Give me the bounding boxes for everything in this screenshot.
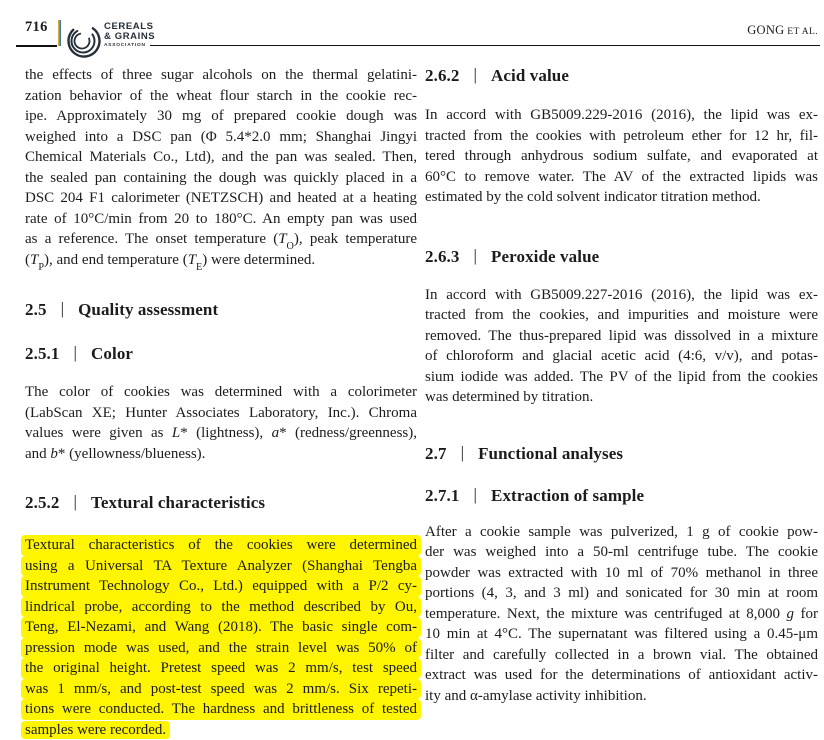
section-title: Extraction of sample — [491, 486, 644, 505]
running-head — [747, 23, 818, 38]
page-number: 716 — [25, 19, 48, 36]
heading-separator: | — [474, 65, 478, 84]
cereals-grains-logo — [62, 18, 162, 62]
page-header — [0, 0, 824, 60]
section-title: Peroxide value — [491, 247, 599, 266]
extraction-paragraph — [425, 522, 818, 707]
text-line: Instrument Technology Co., Ltd.) equipped with a P/2 cy- — [21, 576, 421, 597]
text-line: using a Universal TA Texture Analyzer (Shanghai Tengba — [21, 556, 421, 577]
text-line: pression mode was used, and the strain level was 50% of — [21, 638, 421, 659]
section-heading-acid-value — [425, 65, 818, 87]
section-number: 2.6.3 — [425, 247, 460, 266]
section-title: Color — [91, 344, 133, 363]
text-line: Chemical Materials Co., Ltd), and the pan was sealed. Then, — [25, 147, 417, 168]
text-line: extract was used for the determinations of antioxidant activ- — [425, 665, 818, 686]
color-paragraph — [25, 382, 417, 464]
text-line: Textural characteristics of the cookies were determined — [21, 535, 421, 556]
section-title: Textural characteristics — [91, 493, 265, 512]
text-line: values were given as L* (lightness), a* (redness/greenness), — [25, 423, 417, 444]
heading-separator: | — [474, 485, 478, 504]
section-title: Functional analyses — [478, 444, 623, 463]
section-title: Acid value — [491, 66, 569, 85]
heading-separator: | — [474, 246, 478, 265]
text-line: The color of cookies was determined with a colorimeter — [25, 382, 417, 403]
text-line: tered through anhydrous sodium sulfate, and evaporated at — [425, 146, 818, 167]
text-line: In accord with GB5009.229-2016 (2016), the lipid was ex- — [425, 105, 818, 126]
running-head-author: GONG — [747, 23, 784, 37]
text-line: as a reference. The onset temperature $(T_O)$, peak temperature — [25, 229, 417, 250]
text-line: powder was extracted with 10 ml of 70% methanol in three — [425, 563, 818, 584]
text-line: the original height. Pretest speed was 2 mm/s, test speed — [21, 658, 421, 679]
text-line: rate of 10°C/min from 20 to 180°C. An empty pan was used — [25, 209, 417, 230]
text-line: zation behavior of the wheat flour starch in the cookie rec- — [25, 86, 417, 107]
text-line: tions were conducted. The hardness and brittleness of tested — [21, 699, 421, 720]
section-heading-extraction-of-sample — [425, 485, 818, 507]
text-line: of chloroform and glacial acetic acid (4:6, v/v), and potas- — [425, 346, 818, 367]
text-line: ipe. Approximately 30 mg of prepared cookie dough was — [25, 106, 417, 127]
header-divider-bar — [58, 20, 61, 46]
heading-separator: | — [461, 443, 465, 462]
text-line: was determined by titration. — [425, 387, 818, 408]
section-heading-quality-assessment — [25, 299, 417, 321]
text-line: $(T_P)$, and end temperature $(T_E)$ were determined. — [25, 250, 417, 271]
text-line: (LabScan XE; Hunter Associates Laboratory, Inc.). Chroma — [25, 403, 417, 424]
peroxide-value-paragraph — [425, 285, 818, 408]
section-number: 2.6.2 — [425, 66, 460, 85]
section-heading-peroxide-value — [425, 246, 818, 268]
text-line: removed. The thus-prepared lipid was dissolved in a mixture — [425, 326, 818, 347]
text-line: weighed into a DSC pan (Φ 5.4*2.0 mm; Shanghai Jingyi — [25, 127, 417, 148]
section-number: 2.7 — [425, 444, 447, 463]
heading-separator: | — [74, 343, 78, 362]
left-column — [25, 65, 417, 740]
text-line: the effects of three sugar alcohols on the thermal gelatini- — [25, 65, 417, 86]
logo-wordmark — [104, 22, 155, 49]
text-line: and b* (yellowness/blueness). — [25, 444, 417, 465]
text-line: tracted from the cookies, and impurities and moisture were — [425, 305, 818, 326]
text-line: After a cookie sample was pulverized, 1 g of cookie pow- — [425, 522, 818, 543]
text-line: lindrical probe, according to the method described by Ou, — [21, 597, 421, 618]
text-line: 60°C to remove water. The AV of the extracted lipids was — [425, 167, 818, 188]
text-line: estimated by the cold solvent indicator titration method. — [425, 187, 818, 208]
dsc-paragraph — [25, 65, 417, 270]
text-line: sium iodide was added. The PV of the lipid from the cookies — [425, 367, 818, 388]
running-head-etal: ET AL. — [785, 27, 819, 37]
logo-line-cereals: CEREALS — [104, 22, 155, 32]
section-title: Quality assessment — [78, 300, 218, 319]
text-line: 10 min at 4°C. The supernatant was filtered using a 0.45-μm — [425, 624, 818, 645]
heading-separator: | — [61, 299, 65, 318]
highlighted-text: samples were recorded. — [21, 721, 170, 739]
logo-line-association: ASSOCIATION — [104, 42, 155, 49]
textural-paragraph-highlighted — [25, 535, 417, 740]
text-line: filter and carefully collected in a brown vial. The obtained — [425, 645, 818, 666]
section-number: 2.5 — [25, 300, 47, 319]
section-heading-textural-characteristics — [25, 492, 417, 514]
section-heading-color — [25, 343, 417, 365]
text-line: the sealed pan containing the dough was quickly placed in a — [25, 168, 417, 189]
header-rule — [150, 45, 820, 46]
text-line: tracted from the cookies with petroleum ether for 12 hr, fil- — [425, 126, 818, 147]
section-heading-functional-analyses — [425, 443, 818, 465]
section-number: 2.5.2 — [25, 493, 60, 512]
text-line: temperature. Next, the mixture was centrifuged at 8,000 g for — [425, 604, 818, 625]
acid-value-paragraph — [425, 105, 818, 208]
right-column — [425, 65, 818, 706]
text-line: der was weighed into a 50-ml centrifuge tube. The cookie — [425, 542, 818, 563]
section-number: 2.7.1 — [425, 486, 460, 505]
section-number: 2.5.1 — [25, 344, 60, 363]
heading-separator: | — [74, 492, 78, 511]
text-line: ity and α-amylase activity inhibition. — [425, 686, 818, 707]
text-line: In accord with GB5009.227-2016 (2016), the lipid was ex- — [425, 285, 818, 306]
page-number-underline — [16, 45, 57, 47]
text-line: DSC 204 F1 calorimeter (NETZSCH) and heated at a heating — [25, 188, 417, 209]
text-line: Teng, El-Nezami, and Wang (2018). The basic single com- — [21, 617, 421, 638]
text-line: portions (4, 3, and 3 ml) and sonicated for 30 min at room — [425, 583, 818, 604]
logo-line-grains: & GRAINS — [104, 32, 155, 42]
text-line: was 1 mm/s, and post-test speed was 2 mm/s. Six repeti- — [21, 679, 421, 700]
